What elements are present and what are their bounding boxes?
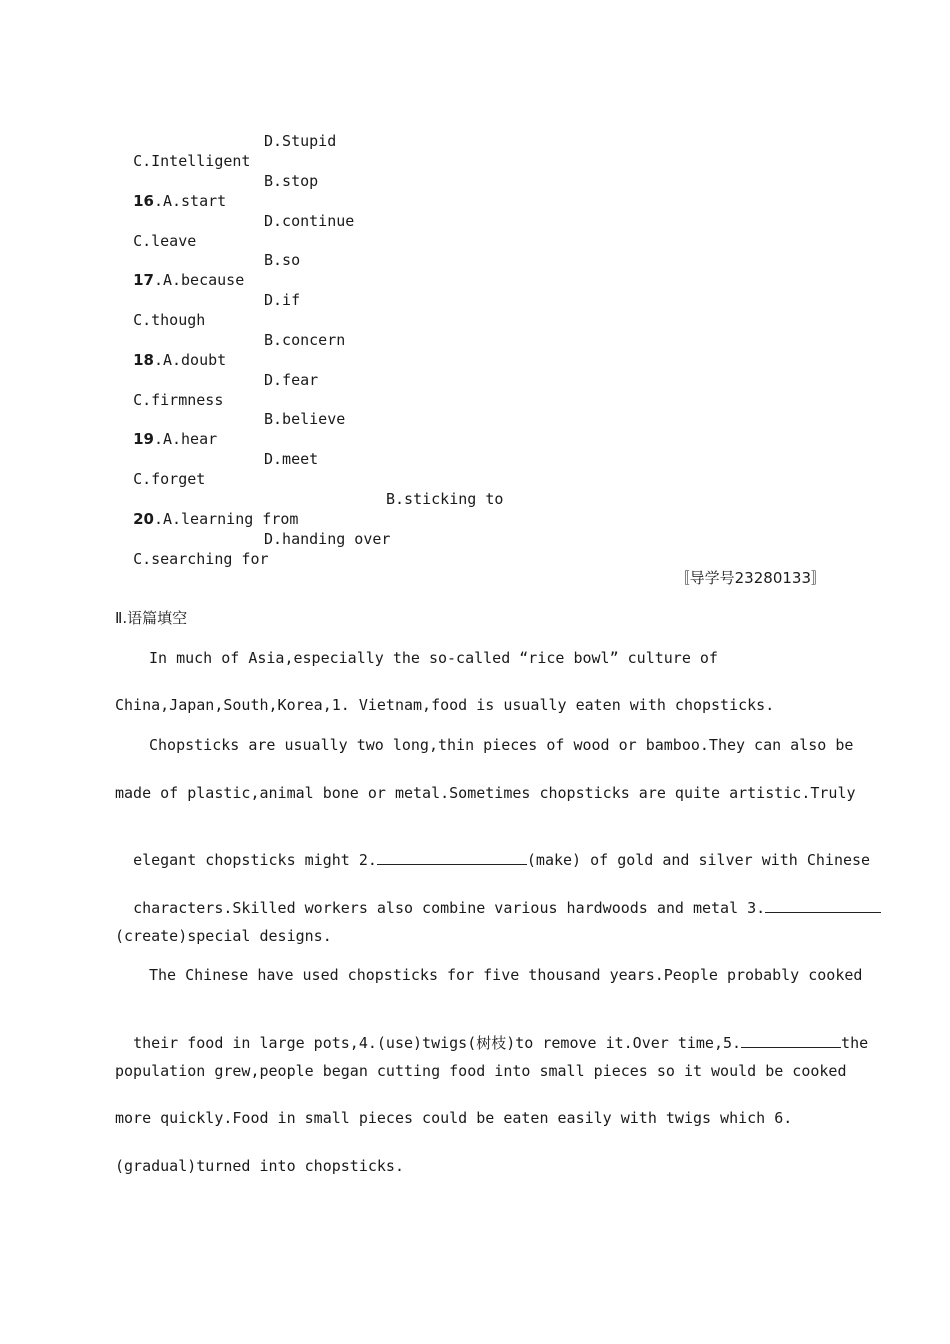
option-row: [115, 211, 196, 251]
question-number: 20: [133, 510, 154, 528]
option-d: D.Stupid: [264, 132, 337, 150]
question-number: 16: [133, 192, 154, 210]
option-row: [115, 171, 226, 211]
option-d: D.handing over: [264, 530, 391, 548]
section-title: Ⅱ.语篇填空: [115, 609, 188, 627]
passage-line: The Chinese have used chopsticks for five thousand years.People probably cooked: [149, 966, 863, 984]
option-row: [115, 449, 205, 489]
option-d: D.fear: [264, 371, 319, 389]
passage-line: more quickly.Food in small pieces could be eaten easily with twigs which 6.: [115, 1109, 793, 1127]
option-row: [115, 131, 250, 171]
option-b: B.sticking to: [386, 490, 504, 508]
option-b: B.stop: [264, 172, 319, 190]
option-row: [115, 250, 244, 290]
question-number: 18: [133, 351, 154, 369]
option-a: .A.hear: [153, 430, 218, 448]
option-b: B.concern: [264, 331, 346, 349]
option-c: C.leave: [133, 232, 197, 250]
option-c: C.forget: [133, 470, 206, 488]
option-row: [115, 529, 269, 569]
blank-5[interactable]: [741, 1033, 841, 1048]
blank-2[interactable]: [377, 850, 527, 865]
passage-line: elegant chopsticks might 2. (make) of gold and silver with Chinese: [133, 851, 871, 869]
option-row: [115, 330, 226, 370]
option-c: C.Intelligent: [133, 152, 251, 170]
option-a: .A.because: [153, 271, 245, 289]
option-row: [115, 489, 298, 529]
question-number: 19: [133, 430, 154, 448]
passage-line: China,Japan,South,Korea,1. Vietnam,food is usually eaten with chopsticks.: [115, 696, 775, 714]
option-a: .A.learning from: [153, 510, 299, 528]
option-c: C.though: [133, 311, 206, 329]
option-row: [115, 370, 223, 410]
option-c: C.searching for: [133, 550, 269, 568]
passage-line: made of plastic,animal bone or metal.Sometimes chopsticks are quite artistic.Truly: [115, 784, 856, 802]
option-row: [115, 409, 217, 449]
option-b: B.believe: [264, 410, 346, 428]
passage-line: population grew,people began cutting food into small pieces so it would be cooked: [115, 1062, 847, 1080]
option-a: .A.start: [153, 192, 227, 210]
passage-line: (gradual)turned into chopsticks.: [115, 1157, 404, 1175]
option-b: B.so: [264, 251, 301, 269]
blank-3[interactable]: [765, 898, 881, 913]
passage-line: characters.Skilled workers also combine various hardwoods and metal 3.: [115, 878, 881, 918]
passage-line: Chopsticks are usually two long,thin pieces of wood or bamboo.They can also be: [149, 736, 854, 754]
option-c: C.firmness: [133, 391, 224, 409]
option-a: .A.doubt: [153, 351, 227, 369]
question-number: 17: [133, 271, 154, 289]
option-d: D.if: [264, 291, 301, 309]
option-d: D.meet: [264, 450, 319, 468]
guide-number: 〚导学号23280133〛: [674, 569, 826, 587]
option-d: D.continue: [264, 212, 355, 230]
passage-line: their food in large pots,4.(use)twigs(树枝)to remove it.Over time,5. the: [133, 1034, 869, 1052]
passage-line: In much of Asia,especially the so-called “rice bowl” culture of: [149, 649, 718, 667]
option-row: [115, 290, 205, 330]
passage-line: (create)special designs.: [115, 927, 332, 945]
